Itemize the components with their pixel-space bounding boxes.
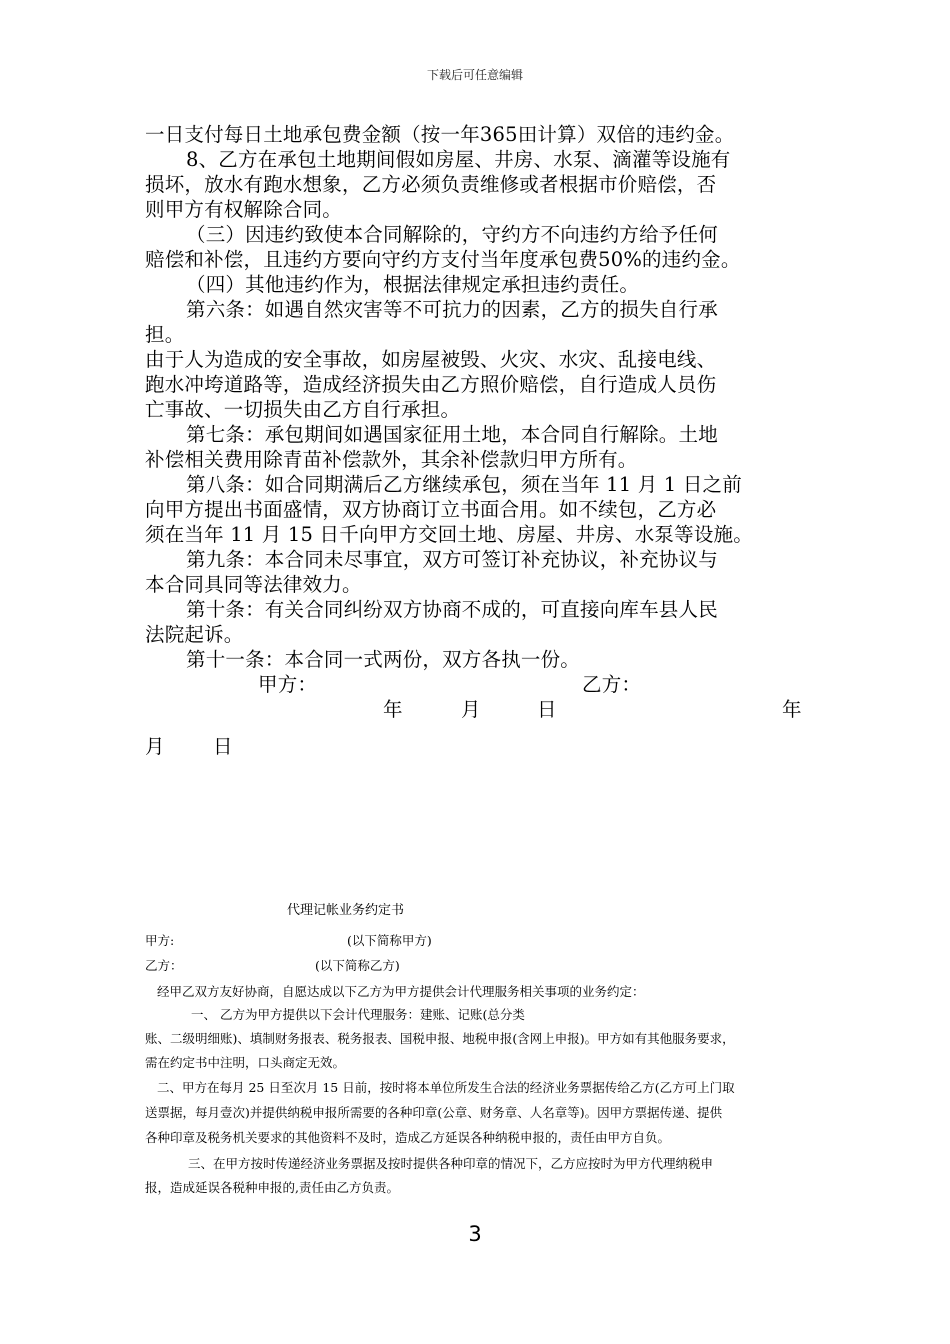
contract-line: 法院起诉。 [145,623,244,646]
contract-line: 第九条：本合同未尽事宜，双方可签订补充协议，补充协议与 [186,548,718,571]
agreement-party-a-note: (以下简称甲方) [347,933,432,948]
agreement-title: 代理记帐业务约定书 [287,903,405,918]
contract-line: 亡事故、一切损失由乙方自行承担。 [145,398,461,421]
party-b-date-day: 日 [213,735,233,758]
contract-line: 一日支付每日土地承包费金额（按一年365田计算）双倍的违约金。 [145,123,735,146]
party-b-date-month: 月 [145,735,165,758]
contract-line: 第十一条：本合同一式两份，双方各执一份。 [186,648,581,671]
agreement-party-b-label: 乙方： [145,958,183,973]
contract-line: 担。 [145,323,185,346]
party-a-date-day: 日 [537,698,557,721]
agreement-line: 送票据，每月壹次)并提供纳税申报所需要的各种印章(公章、财务章、人名章等)。因甲方票据传递、提供 [145,1105,723,1120]
contract-line: 损坏，放水有跑水想象，乙方必须负责维修或者根据市价赔偿，否 [145,173,717,196]
contract-line: 第七条：承包期间如遇国家征用土地，本合同自行解除。土地 [186,423,718,446]
contract-line: 向甲方提出书面盛情，双方协商订立书面合用。如不续包，乙方必 [145,498,717,521]
agreement-line: 三、在甲方按时传递经济业务票据及按时提供各种印章的情况下，乙方应按时为甲方代理纳税申 [188,1156,714,1171]
contract-line: 赔偿和补偿，且违约方要向守约方支付当年度承包费50%的违约金。 [145,248,741,271]
contract-line: 8、乙方在承包土地期间假如房屋、井房、水泵、滴灌等设施有 [186,148,731,171]
contract-line: 跑水冲垮道路等，造成经济损失由乙方照价赔偿，自行造成人员伤 [145,373,717,396]
page-header: 下载后可任意编辑 [426,68,523,82]
contract-line: 则甲方有权解除合同。 [145,198,343,221]
party-a-signature: 甲方： [258,673,318,696]
agreement-party-b-note: (以下简称乙方) [315,958,400,973]
contract-line: 须在当年 11 月 15 日千向甲方交回土地、房屋、井房、水泵等设施。 [145,523,753,546]
contract-line: 第十条：有关合同纠纷双方协商不成的，可直接向库车县人民 [186,598,718,621]
agreement-line: 需在约定书中注明，口头商定无效。 [145,1055,346,1070]
agreement-line: 二、甲方在每月 25 日至次月 15 日前，按时将本单位所发生合法的经济业务票据传给乙方(乙方可上门取 [157,1080,735,1095]
agreement-line: 报，造成延误各税种申报的,责任由乙方负责。 [145,1180,399,1195]
agreement-party-a-label: 甲方: [145,933,175,948]
party-a-date-month: 月 [461,698,481,721]
party-a-date-year: 年 [383,698,403,721]
agreement-line: 经甲乙双方友好协商，自愿达成以下乙方为甲方提供会计代理服务相关事项的业务约定： [157,984,645,999]
party-b-date-year: 年 [782,698,802,721]
agreement-line: 账、二级明细账)、填制财务报表、税务报表、国税申报、地税申报(含网上申报)。甲方如有其他服务要求， [145,1031,735,1046]
contract-line: （三）因违约致使本合同解除的，守约方不向违约方给予任何 [186,223,718,246]
agreement-line: 各种印章及税务机关要求的其他资料不及时，造成乙方延误各种纳税申报的，责任由甲方自负。 [145,1130,671,1145]
contract-line: 第八条：如合同期满后乙方继续承包，须在当年 11 月 1 日之前 [186,473,742,496]
contract-line: 本合同具同等法律效力。 [145,573,362,596]
agreement-line: 一、 乙方为甲方提供以下会计代理服务：建账、记账(总分类 [191,1007,525,1022]
contract-line: 由于人为造成的安全事故，如房屋被毁、火灾、水灾、乱接电线、 [145,348,717,371]
contract-line: 补偿相关费用除青苗补偿款外，其余补偿款归甲方所有。 [145,448,638,471]
party-b-signature: 乙方： [582,673,642,696]
page-number: 3 [468,1222,482,1246]
contract-line: （四）其他违约作为，根据法律规定承担违约责任。 [186,273,640,296]
contract-line: 第六条：如遇自然灾害等不可抗力的因素，乙方的损失自行承 [186,298,718,321]
